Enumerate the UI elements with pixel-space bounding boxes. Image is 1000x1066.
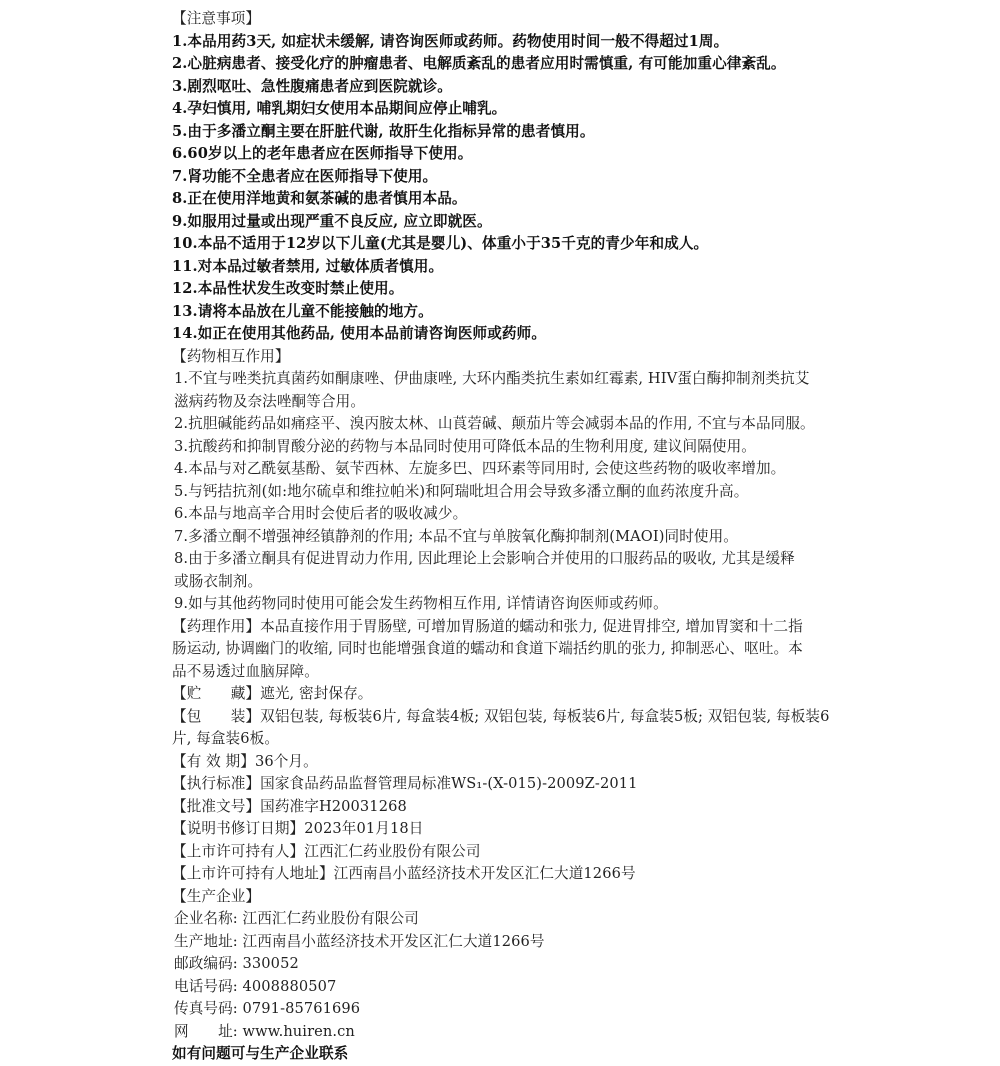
precaution-item-13: 13.请将本品放在儿童不能接触的地方。 (172, 302, 433, 320)
precaution-item-6: 6.60岁以上的老年患者应在医师指导下使用。 (172, 145, 473, 162)
approval-line: 【批准文号】国药准字H20031268 (172, 797, 407, 815)
manufacturer-name: 企业名称: 江西汇仁药业股份有限公司 (174, 910, 419, 927)
contact-note: 如有问题可与生产企业联系 (172, 1045, 349, 1062)
interaction-line: 1.不宜与唑类抗真菌药如酮康唑、伊曲康唑, 大环内酯类抗生素如红霉素, HIV蛋白酶抑制剂类抗艾 (174, 370, 810, 387)
precaution-item-1: 1.本品用药3天, 如症状未缓解, 请咨询医师或药师。药物使用时间一般不得超过1周。 (172, 32, 729, 50)
leaflet-document (172, 8, 862, 1066)
revision-date-line: 【说明书修订日期】2023年01月18日 (172, 820, 424, 837)
interaction-line: 3.抗酸药和抑制胃酸分泌的药物与本品同时使用可降低本品的生物利用度, 建议间隔使用。 (174, 437, 756, 455)
interaction-line: 或肠衣制剂。 (174, 572, 263, 590)
storage-line: 【贮 藏】遮光, 密封保存。 (172, 685, 373, 702)
mah-line: 【上市许可持有人】江西汇仁药业股份有限公司 (172, 842, 481, 860)
standard-line: 【执行标准】国家食品药品监督管理局标准WS₁-(X-015)-2009Z-2011 (172, 775, 638, 792)
manufacturer-phone: 电话号码: 4008880507 (174, 977, 337, 995)
manufacturer-fax: 传真号码: 0791-85761696 (174, 1000, 361, 1017)
interactions-heading: 【药物相互作用】 (172, 347, 290, 365)
interaction-line: 4.本品与对乙酰氨基酚、氨苄西林、左旋多巴、四环素等同用时, 会使这些药物的吸收率增加。 (174, 460, 786, 477)
interaction-line: 2.抗胆碱能药品如痛痉平、溴丙胺太林、山莨菪碱、颠茄片等会减弱本品的作用, 不宜与本品同服。 (174, 415, 815, 432)
interaction-line: 5.与钙拮抗剂(如:地尔硫卓和维拉帕米)和阿瑞吡坦合用会导致多潘立酮的血药浓度升高。 (174, 482, 749, 500)
package-line: 片, 每盒装6板。 (172, 730, 280, 747)
precaution-item-14: 14.如正在使用其他药品, 使用本品前请咨询医师或药师。 (172, 325, 547, 342)
interaction-line: 滋病药物及奈法唑酮等合用。 (174, 392, 366, 410)
pharmacology-line: 肠运动, 协调幽门的收缩, 同时也能增强食道的蠕动和食道下端括约肌的张力, 抑制恶心、呕吐。本 (172, 640, 803, 657)
precaution-item-5: 5.由于多潘立酮主要在肝脏代谢, 故肝生化指标异常的患者慎用。 (172, 122, 595, 140)
precautions-heading: 【注意事项】 (172, 10, 261, 27)
interaction-line: 9.如与其他药物同时使用可能会发生药物相互作用, 详情请咨询医师或药师。 (174, 595, 668, 612)
manufacturer-postcode: 邮政编码: 330052 (174, 955, 299, 972)
precaution-item-8: 8.正在使用洋地黄和氨茶碱的患者慎用本品。 (172, 190, 467, 207)
package-line: 【包 装】双铝包装, 每板装6片, 每盒装4板; 双铝包装, 每板装6片, 每盒装5板; 双铝包装, 每板装6 (172, 707, 830, 725)
pharmacology-line: 品不易透过血脑屏障。 (172, 662, 319, 680)
manufacturer-website: 网 址: www.huiren.cn (174, 1022, 355, 1040)
precaution-item-11: 11.对本品过敏者禁用, 过敏体质者慎用。 (172, 257, 444, 275)
validity-line: 【有 效 期】36个月。 (172, 752, 318, 770)
precaution-item-12: 12.本品性状发生改变时禁止使用。 (172, 280, 404, 297)
interaction-line: 8.由于多潘立酮具有促进胃动力作用, 因此理论上会影响合并使用的口服药品的吸收, 尤其是缓释 (174, 550, 795, 567)
mah-address-line: 【上市许可持有人地址】江西南昌小蓝经济技术开发区汇仁大道1266号 (172, 865, 636, 882)
precaution-item-4: 4.孕妇慎用, 哺乳期妇女使用本品期间应停止哺乳。 (172, 100, 507, 117)
interaction-line: 7.多潘立酮不增强神经镇静剂的作用; 本品不宜与单胺氧化酶抑制剂(MAOI)同时使用。 (174, 527, 738, 545)
manufacturer-heading: 【生产企业】 (172, 887, 261, 905)
interaction-line: 6.本品与地高辛合用时会使后者的吸收减少。 (174, 505, 468, 522)
precaution-item-9: 9.如服用过量或出现严重不良反应, 应立即就医。 (172, 212, 492, 230)
manufacturer-address: 生产地址: 江西南昌小蓝经济技术开发区汇仁大道1266号 (174, 932, 545, 950)
precaution-item-2: 2.心脏病患者、接受化疗的肿瘤患者、电解质紊乱的患者应用时需慎重, 有可能加重心律紊乱。 (172, 55, 786, 72)
precaution-item-3: 3.剧烈呕吐、急性腹痛患者应到医院就诊。 (172, 77, 452, 95)
precaution-item-7: 7.肾功能不全患者应在医师指导下使用。 (172, 167, 438, 185)
pharmacology-line: 【药理作用】本品直接作用于胃肠壁, 可增加胃肠道的蠕动和张力, 促进胃排空, 增加胃窦和十二指 (172, 617, 803, 635)
precaution-item-10: 10.本品不适用于12岁以下儿童(尤其是婴儿)、体重小于35千克的青少年和成人。 (172, 235, 709, 252)
